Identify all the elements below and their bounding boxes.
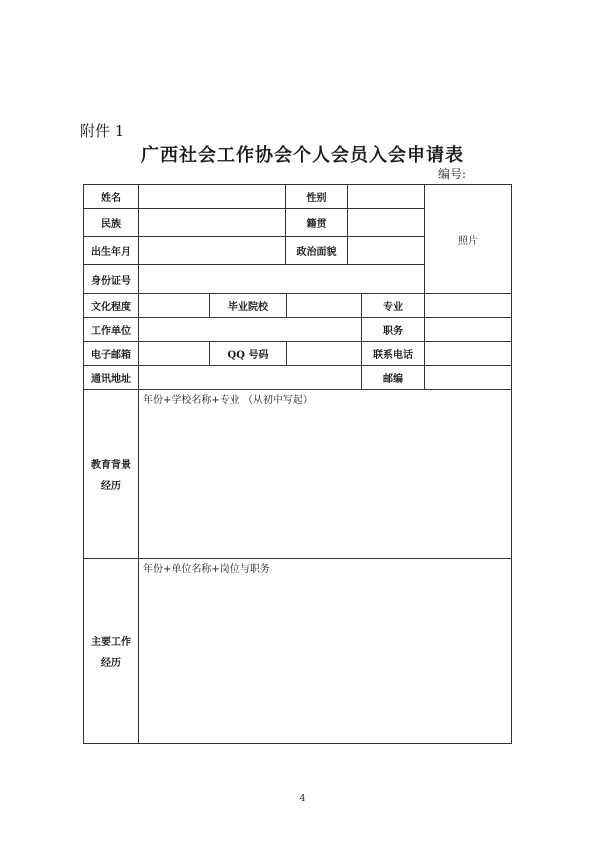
email-field[interactable] xyxy=(139,342,209,365)
label-education-background xyxy=(84,390,138,558)
label-political-status: 政治面貌 xyxy=(296,247,337,258)
attachment-label: 附件 1 xyxy=(80,122,125,140)
form-title: 广西社会工作协会个人会员入会申请表 xyxy=(141,145,464,166)
label-education-level: 文化程度 xyxy=(91,302,131,313)
label-postcode: 邮编 xyxy=(383,374,403,385)
graduated-school-field[interactable] xyxy=(287,294,361,317)
native-place-field[interactable] xyxy=(348,209,424,236)
education-hint: 年份+学校名称+专业 （从初中写起） xyxy=(143,395,313,406)
work-hint: 年份+单位名称+岗位与职务 xyxy=(143,564,270,575)
gender-field[interactable] xyxy=(348,185,424,208)
education-label-line1: 教育背景 xyxy=(91,460,131,471)
label-work-unit: 工作单位 xyxy=(91,326,131,337)
work-label-line1: 主要工作 xyxy=(91,637,131,648)
page-number: 4 xyxy=(299,794,306,804)
id-number-field[interactable] xyxy=(139,265,424,293)
phone-field[interactable] xyxy=(425,342,511,365)
name-field[interactable] xyxy=(139,185,285,208)
label-address: 通讯地址 xyxy=(91,374,131,385)
label-birth-date: 出生年月 xyxy=(91,247,131,258)
label-ethnicity: 民族 xyxy=(101,219,121,230)
work-unit-field[interactable] xyxy=(139,318,361,341)
position-field[interactable] xyxy=(425,318,511,341)
serial-number-label: 编号: xyxy=(438,167,467,181)
political-status-field[interactable] xyxy=(348,237,424,264)
label-position: 职务 xyxy=(383,326,403,337)
label-email: 电子邮箱 xyxy=(91,350,131,361)
label-name: 姓名 xyxy=(101,193,121,204)
label-major: 专业 xyxy=(383,302,403,313)
ethnicity-field[interactable] xyxy=(139,209,285,236)
address-field[interactable] xyxy=(139,366,361,389)
label-native-place: 籍贯 xyxy=(306,219,327,230)
education-background-field[interactable] xyxy=(139,390,511,558)
work-label-line2: 经历 xyxy=(101,658,121,669)
postcode-field[interactable] xyxy=(425,366,511,389)
label-id-number: 身份证号 xyxy=(91,275,131,287)
birth-date-field[interactable] xyxy=(139,237,285,264)
label-graduated-school: 毕业院校 xyxy=(228,302,268,313)
label-phone: 联系电话 xyxy=(373,350,413,361)
label-gender: 性别 xyxy=(306,193,327,204)
label-qq: QQ 号码 xyxy=(227,350,269,361)
education-level-field[interactable] xyxy=(139,294,209,317)
work-experience-field[interactable] xyxy=(139,559,511,743)
qq-field[interactable] xyxy=(287,342,361,365)
label-work-experience xyxy=(84,559,138,743)
photo-box[interactable]: 照片 xyxy=(458,235,478,247)
education-label-line2: 经历 xyxy=(101,481,121,492)
major-field[interactable] xyxy=(425,294,511,317)
